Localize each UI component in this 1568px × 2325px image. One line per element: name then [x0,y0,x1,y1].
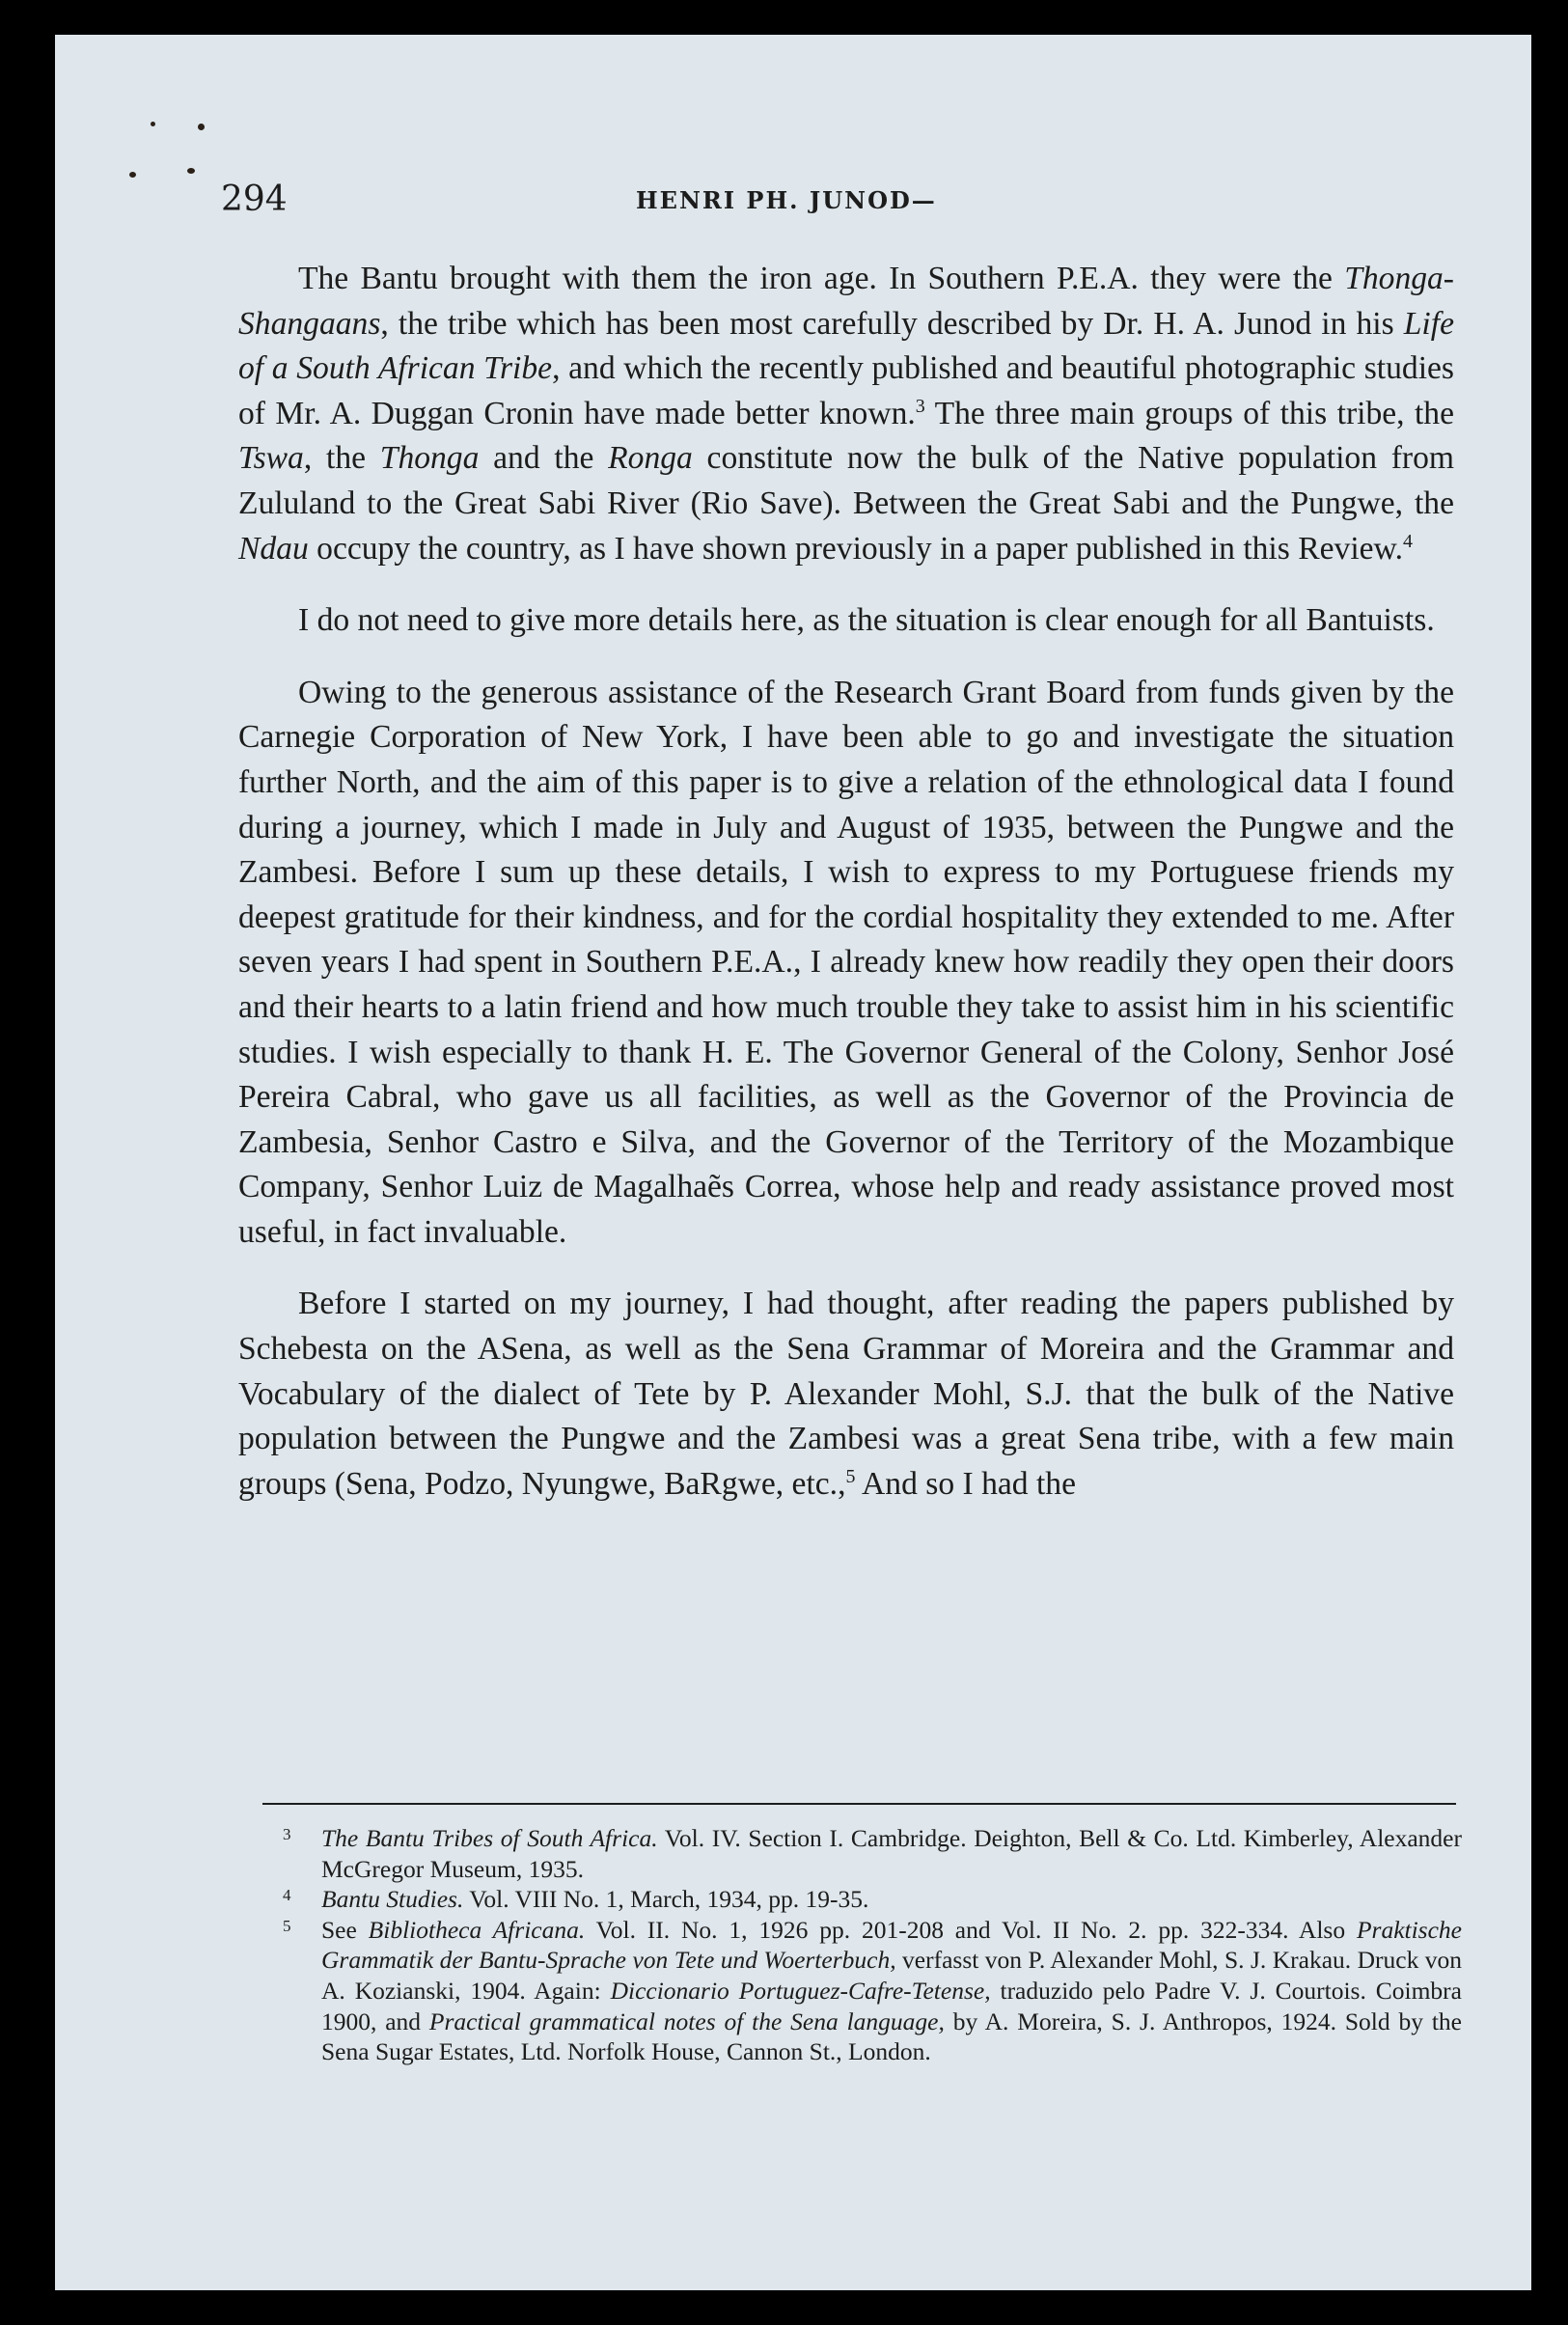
footnote-5: 5 See Bibliotheca Africana. Vol. II. No. 1, 1926 pp. 201-208 and Vol. II No. 2. pp. 322-334. Also Praktische Grammatik der Bantu-Sprache von Tete und Woerterbuch, verfasst von P. Alexander Mohl, S. J. Krakau. Druck von A. Kozianski, 1904. Again: Diccionario Portuguez-Cafre-Tetense, traduzido pelo Padre V. J. Courtois. Coimbra 1900, and Practical grammatical notes of the Sena language, by A. Moreira, S. J. Anthropos, 1924. Sold by the Sena Sugar Estates, Ltd. Norfolk House, Cannon St., London. [283,1915,1462,2067]
footnote-3: 3 The Bantu Tribes of South Africa. Vol. IV. Section I. Cambridge. Deighton, Bell & Co. Ltd. Kimberley, Alexander McGregor Museum, 1935. [283,1823,1462,1884]
footnote-number: 4 [283,1886,291,1905]
ink-speck [187,168,195,174]
paragraph-3: Owing to the generous assistance of the Research Grant Board from funds given by the Carnegie Corporation of New York, I have been able to go and investigate the situation further North, and the aim of this paper is to give a relation of the ethnological data I found during a journey, which I made in July and August of 1935, between the Pungwe and the Zambesi. Before I sum up these details, I wish to express to my Portuguese friends my deepest gratitude for their kindness, and for the cordial hospitality they extended to me. After seven years I had spent in Southern P.E.A., I already knew how readily they open their doors and their hearts to a latin friend and how much trouble they take to assist him in his scientific studies. I wish especially to thank H. E. The Governor General of the Colony, Senhor José Pereira Cabral, who gave us all facilities, as well as the Governor of the Provincia de Zambesia, Senhor Castro e Silva, and the Governor of the Territory of the Mozambique Company, Senhor Luiz de Magalhaẽs Correa, whose help and ready assistance proved most useful, in fact invaluable. [238,674,1454,1250]
paragraph-1: The Bantu brought with them the iron age. In Southern P.E.A. they were the Thonga-Shangaans, the tribe which has been most carefully described by Dr. H. A. Junod in his Life of a South African Tribe, and which the recently published and beautiful photographic studies of Mr. A. Duggan Cronin have made better known.$^3$ The three main groups of this tribe, the Tswa, the Thonga and the Ronga constitute now the bulk of the Native population from Zululand to the Great Sabi River (Rio Save). Between the Great Sabi and the Pungwe, the Ndau occupy the country, as I have shown previously in a paper published in this Review.$^4$ [238,261,1455,567]
page-header [221,176,1466,234]
paragraph-4: Before I started on my journey, I had thought, after reading the papers published by Schebesta on the ASena, as well as the Sena Grammar of Moreira and the Grammar and Vocabulary of the dialect of Tete by P. Alexander Mohl, S.J. that the bulk of the Native population between the Pungwe and the Zambesi was a great Sena tribe, with a few main groups (Sena, Podzo, Nyungwe, BaRgwe, etc.,$^5$ And so I had the [238,1286,1454,1502]
footnote-ref-3: 3 [915,395,925,417]
paragraph-2: I do not need to give more details here, as the situation is clear enough for all Bantuists. [298,602,1435,639]
body-text [238,257,1454,1534]
footnote-number: 5 [283,1916,291,1935]
page-number: 294 [221,180,288,219]
footnote-number: 3 [283,1825,291,1843]
ink-speck [198,124,205,130]
running-head: HENRI PH. JUNOD— [636,186,937,214]
footnote-ref-4: 4 [1403,530,1414,552]
footnote-divider [262,1803,1456,1805]
footnote-4: 4 Bantu Studies. Vol. VIII No. 1, March, 1934, pp. 19-35. [283,1884,1462,1915]
footnote-ref-5: 5 [845,1465,856,1487]
ink-speck [129,172,136,178]
document-page [55,35,1531,2290]
ink-speck [151,122,155,126]
footnotes [283,1823,1462,2067]
